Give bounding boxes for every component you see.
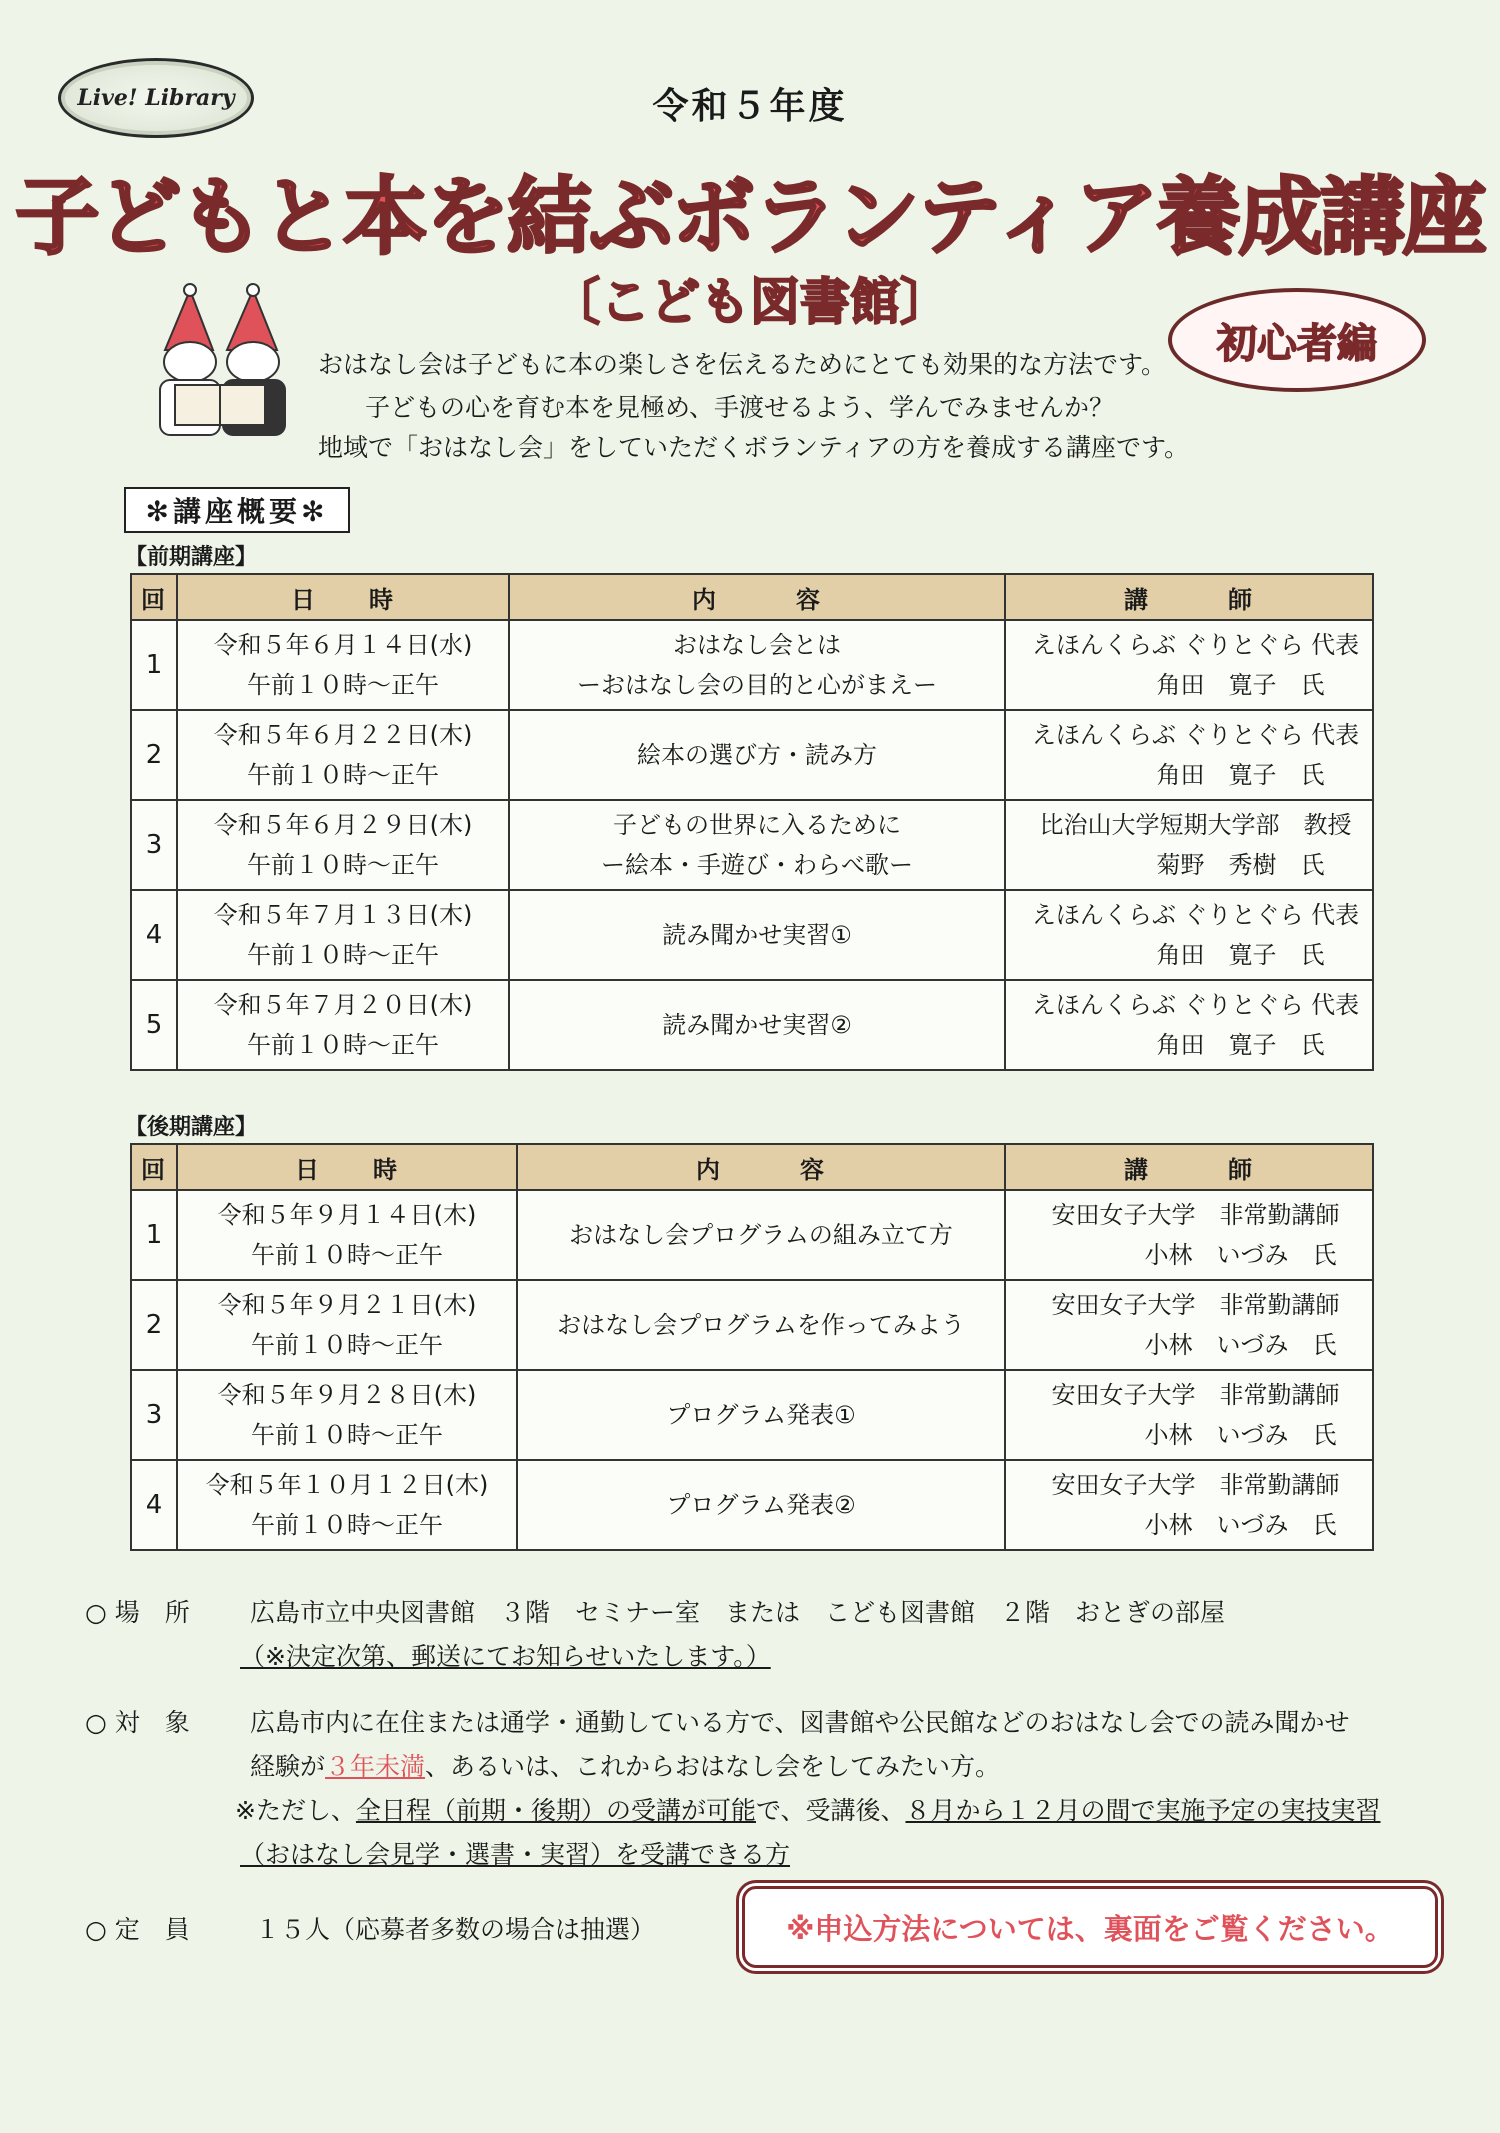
session-instructor <box>1005 710 1373 800</box>
session-number: 4 <box>131 890 177 980</box>
table-row <box>131 980 1373 1070</box>
capacity-label: ○ 定 員 <box>85 1915 190 1944</box>
target-text: で、受講後、 <box>755 1796 906 1825</box>
header-instructor: 講 師 <box>1005 574 1373 620</box>
target-line-2 <box>250 1747 1000 1783</box>
content-line: プログラム発表② <box>666 1491 856 1519</box>
session-datetime <box>177 710 509 800</box>
session-content <box>517 1460 1005 1550</box>
session-date: 令和５年７月１３日(木) <box>213 901 473 929</box>
session-time: 午前１０時～正午 <box>251 1331 443 1359</box>
session-datetime <box>177 1370 517 1460</box>
target-section <box>85 1703 1465 1873</box>
instructor-org: 比治山大学短期大学部 教授 <box>1039 811 1352 839</box>
first-term-table <box>130 573 1374 1071</box>
second-term-body <box>131 1190 1373 1550</box>
header-instructor: 講 師 <box>1005 1144 1373 1190</box>
target-text: ※ただし、 <box>235 1796 356 1825</box>
session-number: 3 <box>131 800 177 890</box>
instructor-org: えほんくらぶ ぐりとぐら 代表 <box>1031 991 1360 1019</box>
session-date: 令和５年９月２１日(木) <box>217 1291 477 1319</box>
session-content <box>509 800 1005 890</box>
instructor-name: 菊野 秀樹 氏 <box>1156 851 1325 879</box>
table-row <box>131 800 1373 890</box>
session-number: 4 <box>131 1460 177 1550</box>
content-line: 読み聞かせ実習② <box>662 1011 852 1039</box>
session-date: 令和５年６月２２日(木) <box>213 721 473 749</box>
second-term-table <box>130 1143 1374 1551</box>
header-date: 日 時 <box>177 1144 517 1190</box>
header-content: 内 容 <box>517 1144 1005 1190</box>
header-date: 日 時 <box>177 574 509 620</box>
session-date: 令和５年１０月１２日(木) <box>205 1471 489 1499</box>
session-content <box>517 1370 1005 1460</box>
session-time: 午前１０時～正午 <box>247 851 439 879</box>
header-num: 回 <box>131 574 177 620</box>
session-instructor <box>1005 1190 1373 1280</box>
badge-text: 初心者編 <box>1217 320 1377 367</box>
session-datetime <box>177 800 509 890</box>
subtitle: 〔こども図書館〕 <box>550 273 950 331</box>
target-label: ○ 対 象 <box>85 1708 190 1737</box>
target-line-1: 広島市内に在住または通学・通勤している方で、図書館や公民館などのおはなし会での読み聞かせ <box>250 1708 1350 1737</box>
session-datetime <box>177 1190 517 1280</box>
session-time: 午前１０時～正午 <box>247 941 439 969</box>
target-experience-highlight: ３年未満 <box>325 1752 426 1781</box>
session-datetime <box>177 1460 517 1550</box>
intro-line-3: 地域で「おはなし会」をしていただくボランティアの方を養成する講座です。 <box>318 433 1190 462</box>
application-notice <box>742 1886 1438 1968</box>
instructor-org: 安田女子大学 非常勤講師 <box>1051 1381 1340 1409</box>
session-datetime <box>177 890 509 980</box>
session-content <box>509 620 1005 710</box>
session-number: 2 <box>131 1280 177 1370</box>
session-date: 令和５年９月２８日(木) <box>217 1381 477 1409</box>
session-instructor <box>1005 1460 1373 1550</box>
session-datetime <box>177 980 509 1070</box>
intro-line-1: おはなし会は子どもに本の楽しさを伝えるためにとても効果的な方法です。 <box>318 350 1167 379</box>
content-line: おはなし会プログラムを作ってみよう <box>557 1311 965 1339</box>
logo-text: Live! Library <box>77 85 235 111</box>
session-number: 1 <box>131 620 177 710</box>
session-datetime <box>177 1280 517 1370</box>
session-time: 午前１０時～正午 <box>251 1241 443 1269</box>
session-date: 令和５年７月２０日(木) <box>213 991 473 1019</box>
session-instructor <box>1005 890 1373 980</box>
session-instructor <box>1005 1280 1373 1370</box>
session-datetime <box>177 620 509 710</box>
table-row <box>131 1280 1373 1370</box>
session-instructor <box>1005 1370 1373 1460</box>
session-date: 令和５年６月２９日(木) <box>213 811 473 839</box>
table-row <box>131 1190 1373 1280</box>
content-line: 絵本の選び方・読み方 <box>637 741 877 769</box>
instructor-name: 小林 いづみ 氏 <box>1144 1511 1337 1539</box>
session-content <box>517 1190 1005 1280</box>
session-time: 午前１０時～正午 <box>251 1511 443 1539</box>
table-row <box>131 1370 1373 1460</box>
session-number: 1 <box>131 1190 177 1280</box>
table-row <box>131 710 1373 800</box>
session-date: 令和５年６月１４日(水) <box>213 631 473 659</box>
session-time: 午前１０時～正午 <box>247 761 439 789</box>
session-content <box>509 710 1005 800</box>
session-date: 令和５年９月１４日(木) <box>217 1201 477 1229</box>
instructor-name: 小林 いづみ 氏 <box>1144 1421 1337 1449</box>
place-value: 広島市立中央図書館 ３階 セミナー室 または こども図書館 ２階 おとぎの部屋 <box>250 1598 1226 1627</box>
target-practice-period: ８月から１２月の間で実施予定の実技実習 <box>905 1796 1381 1825</box>
reading-children-illustration <box>135 280 310 445</box>
place-label: ○ 場 所 <box>85 1598 190 1627</box>
capacity-section <box>85 1910 685 1950</box>
second-term-label: 【後期講座】 <box>125 1115 258 1140</box>
content-line: プログラム発表① <box>666 1401 856 1429</box>
target-line-3 <box>235 1791 1381 1827</box>
target-line-4: （おはなし会見学・選書・実習）を受講できる方 <box>240 1840 791 1869</box>
instructor-name: 角田 寛子 氏 <box>1156 671 1325 699</box>
session-time: 午前１０時～正午 <box>247 671 439 699</box>
session-instructor <box>1005 620 1373 710</box>
session-number: 5 <box>131 980 177 1070</box>
content-line: おはなし会プログラムの組み立て方 <box>569 1221 953 1249</box>
table-header-row <box>131 1144 1373 1190</box>
intro-line-2: 子どもの心を育む本を見極め、手渡せるよう、学んでみませんか？ <box>365 393 1115 422</box>
instructor-name: 小林 いづみ 氏 <box>1144 1241 1337 1269</box>
instructor-org: 安田女子大学 非常勤講師 <box>1051 1291 1340 1319</box>
content-line: おはなし会とは <box>673 631 841 659</box>
overview-heading: ✻講座概要✻ <box>124 487 350 533</box>
session-content <box>517 1280 1005 1370</box>
session-content <box>509 980 1005 1070</box>
notice-text: ※申込方法については、裏面をご覧ください。 <box>786 1911 1394 1946</box>
instructor-org: えほんくらぶ ぐりとぐら 代表 <box>1031 721 1360 749</box>
content-line: ーおはなし会の目的と心がまえー <box>577 671 937 699</box>
target-text: 、あるいは、これからおはなし会をしてみたい方。 <box>425 1752 1001 1781</box>
content-line: ー絵本・手遊び・わらべ歌ー <box>601 851 913 879</box>
target-full-schedule: 全日程（前期・後期）の受講が可能 <box>355 1796 756 1825</box>
table-row <box>131 1460 1373 1550</box>
instructor-name: 角田 寛子 氏 <box>1156 761 1325 789</box>
table-row <box>131 890 1373 980</box>
session-number: 3 <box>131 1370 177 1460</box>
capacity-value: １５人（応募者多数の場合は抽選） <box>255 1915 656 1944</box>
session-instructor <box>1005 980 1373 1070</box>
instructor-name: 小林 いづみ 氏 <box>1144 1331 1337 1359</box>
place-note: （※決定次第、郵送にてお知らせいたします。） <box>240 1642 771 1671</box>
place-section <box>85 1593 1465 1683</box>
target-text: 経験が <box>250 1752 326 1781</box>
content-line: 読み聞かせ実習① <box>662 921 852 949</box>
instructor-org: えほんくらぶ ぐりとぐら 代表 <box>1031 631 1360 659</box>
header-num: 回 <box>131 1144 177 1190</box>
session-number: 2 <box>131 710 177 800</box>
session-time: 午前１０時～正午 <box>251 1421 443 1449</box>
header-content: 内 容 <box>509 574 1005 620</box>
session-instructor <box>1005 800 1373 890</box>
session-content <box>509 890 1005 980</box>
instructor-org: 安田女子大学 非常勤講師 <box>1051 1471 1340 1499</box>
instructor-name: 角田 寛子 氏 <box>1156 941 1325 969</box>
page-title: 子どもと本を結ぶボランティア養成講座 <box>15 168 1485 266</box>
first-term-label: 【前期講座】 <box>125 545 258 570</box>
table-header-row <box>131 574 1373 620</box>
session-time: 午前１０時～正午 <box>247 1031 439 1059</box>
content-line: 子どもの世界に入るために <box>613 811 901 839</box>
instructor-name: 角田 寛子 氏 <box>1156 1031 1325 1059</box>
instructor-org: えほんくらぶ ぐりとぐら 代表 <box>1031 901 1360 929</box>
first-term-body <box>131 620 1373 1070</box>
fiscal-year: 令和５年度 <box>652 86 848 127</box>
instructor-org: 安田女子大学 非常勤講師 <box>1051 1201 1340 1229</box>
table-row <box>131 620 1373 710</box>
